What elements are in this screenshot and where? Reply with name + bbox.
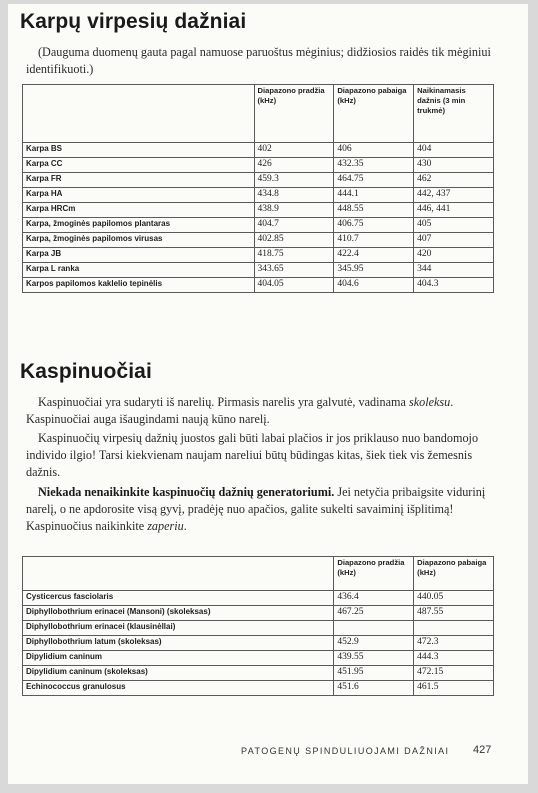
tapeworm-frequency-table [22, 556, 494, 696]
value-cell: 439.55 [334, 651, 414, 666]
text-run: Kaspinuočiai yra sudaryti iš narelių. Pirmasis narelis yra galvutė, vadinama [38, 395, 409, 409]
table-row [23, 278, 494, 293]
value-cell: 343.65 [254, 263, 334, 278]
tapeworm-paragraph-3 [26, 484, 496, 535]
value-cell: 418.75 [254, 248, 334, 263]
row-label-cell: Karpa JB [23, 248, 255, 263]
value-cell: 462 [414, 173, 494, 188]
emphasis-text: zaperiu [147, 519, 184, 533]
warning-text: Niekada nenaikinkite kaspinuočių dažnių generatoriumi. [38, 485, 335, 499]
header-cell: Diapazono pabaiga (kHz) [334, 85, 414, 143]
emphasis-text: skoleksu [408, 395, 451, 409]
value-cell: 405 [414, 218, 494, 233]
row-label-cell: Karpa HA [23, 188, 255, 203]
header-cell: Diapazono pradžia (kHz) [254, 85, 334, 143]
value-cell: 402.85 [254, 233, 334, 248]
row-label-cell: Karpos papilomos kaklelio tepinėlis [23, 278, 255, 293]
value-cell: 434.8 [254, 188, 334, 203]
row-label-cell: Karpa, žmoginės papilomos plantaras [23, 218, 255, 233]
text-run: . [183, 519, 187, 533]
value-cell: 406.75 [334, 218, 414, 233]
value-cell: 459.3 [254, 173, 334, 188]
value-cell: 406 [334, 143, 414, 158]
warts-note: (Dauguma duomenų gauta pagal namuose paruoštus mėginius; didžiosios raidės tik mėginiui identifikuoti.) [26, 45, 491, 76]
value-cell: 452.9 [334, 636, 414, 651]
value-cell: 404.3 [414, 278, 494, 293]
table-row [23, 263, 494, 278]
value-cell: 426 [254, 158, 334, 173]
value-cell: 402 [254, 143, 334, 158]
value-cell: 404.6 [334, 278, 414, 293]
table-row [23, 143, 494, 158]
table-row [23, 203, 494, 218]
section-title-warts: Karpų virpesių dažniai [20, 10, 247, 33]
header-cell: Diapazono pradžia (kHz) [334, 557, 414, 591]
text-run: Jei netyčia pribaigsite vidurinį narelį, o ne apdorosite visą gyvį, pradėję nuo apačios, galite sukelti savaiminį išplitimą! Kaspinuočius naikinkite [26, 485, 486, 533]
table-row [23, 651, 494, 666]
value-cell: 345.95 [334, 263, 414, 278]
header-cell: Naikinamasis dažnis (3 min trukmė) [414, 85, 494, 143]
value-cell: 407 [414, 233, 494, 248]
row-label-cell: Cysticercus fasciolaris [23, 591, 334, 606]
value-cell: 472.3 [414, 636, 494, 651]
value-cell: 442, 437 [414, 188, 494, 203]
value-cell: 451.6 [334, 681, 414, 696]
table-row [23, 621, 494, 636]
value-cell: 430 [414, 158, 494, 173]
table-row [23, 666, 494, 681]
value-cell: 444.1 [334, 188, 414, 203]
value-cell: 404.7 [254, 218, 334, 233]
value-cell: 438.9 [254, 203, 334, 218]
row-label-cell: Karpa L ranka [23, 263, 255, 278]
value-cell [414, 621, 494, 636]
value-cell: 467.25 [334, 606, 414, 621]
value-cell: 344 [414, 263, 494, 278]
warts-frequency-table [22, 84, 494, 293]
table-row [23, 233, 494, 248]
value-cell: 444.3 [414, 651, 494, 666]
value-cell: 404 [414, 143, 494, 158]
value-cell: 448.55 [334, 203, 414, 218]
table-row [23, 636, 494, 651]
value-cell [334, 621, 414, 636]
table-row [23, 681, 494, 696]
table-header-row [23, 85, 494, 143]
table-row [23, 218, 494, 233]
table-row [23, 158, 494, 173]
table-row [23, 606, 494, 621]
tapeworm-paragraph-1 [26, 394, 496, 428]
table-row [23, 188, 494, 203]
header-cell: Diapazono pabaiga (kHz) [414, 557, 494, 591]
book-page [8, 4, 528, 784]
row-label-cell: Diphyllobothrium erinacei (klausinėllai) [23, 621, 334, 636]
row-label-cell: Karpa FR [23, 173, 255, 188]
row-label-cell: Karpa, žmoginės papilomos virusas [23, 233, 255, 248]
table-row [23, 173, 494, 188]
value-cell: 420 [414, 248, 494, 263]
row-label-cell: Echinococcus granulosus [23, 681, 334, 696]
table-row [23, 591, 494, 606]
row-label-cell: Dipylidium caninum (skoleksas) [23, 666, 334, 681]
row-label-cell: Diphyllobothrium erinacei (Mansoni) (skoleksas) [23, 606, 334, 621]
row-label-cell: Diphyllobothrium latum (skoleksas) [23, 636, 334, 651]
value-cell: 410.7 [334, 233, 414, 248]
table-row [23, 248, 494, 263]
value-cell: 464.75 [334, 173, 414, 188]
section-title-tapeworms: Kaspinuočiai [20, 360, 152, 383]
row-label-cell: Dipylidium caninum [23, 651, 334, 666]
value-cell: 487.55 [414, 606, 494, 621]
running-title: PATOGENŲ SPINDULIUOJAMI DAŽNIAI [241, 746, 450, 756]
header-cell [23, 557, 334, 591]
value-cell: 436.4 [334, 591, 414, 606]
table-header-row [23, 557, 494, 591]
row-label-cell: Karpa CC [23, 158, 255, 173]
value-cell: 451.95 [334, 666, 414, 681]
value-cell: 432.35 [334, 158, 414, 173]
value-cell: 422.4 [334, 248, 414, 263]
value-cell: 472.15 [414, 666, 494, 681]
value-cell: 461.5 [414, 681, 494, 696]
value-cell: 446, 441 [414, 203, 494, 218]
header-cell [23, 85, 255, 143]
text-run: . Kaspinuočiai auga išaugindami naują kūno narelį. [26, 395, 454, 426]
value-cell: 404.05 [254, 278, 334, 293]
row-label-cell: Karpa HRCm [23, 203, 255, 218]
value-cell: 440.05 [414, 591, 494, 606]
page-number: 427 [473, 744, 492, 756]
tapeworm-paragraph-2: Kaspinuočių virpesių dažnių juostos gali būti labai plačios ir jos priklauso nuo bandomojo individo ilgio! Tarsi kiekvienam naujam nareliui būtų būdingas kitas, šiek tiek vis žemesnis dažnis. [26, 431, 479, 479]
row-label-cell: Karpa BS [23, 143, 255, 158]
